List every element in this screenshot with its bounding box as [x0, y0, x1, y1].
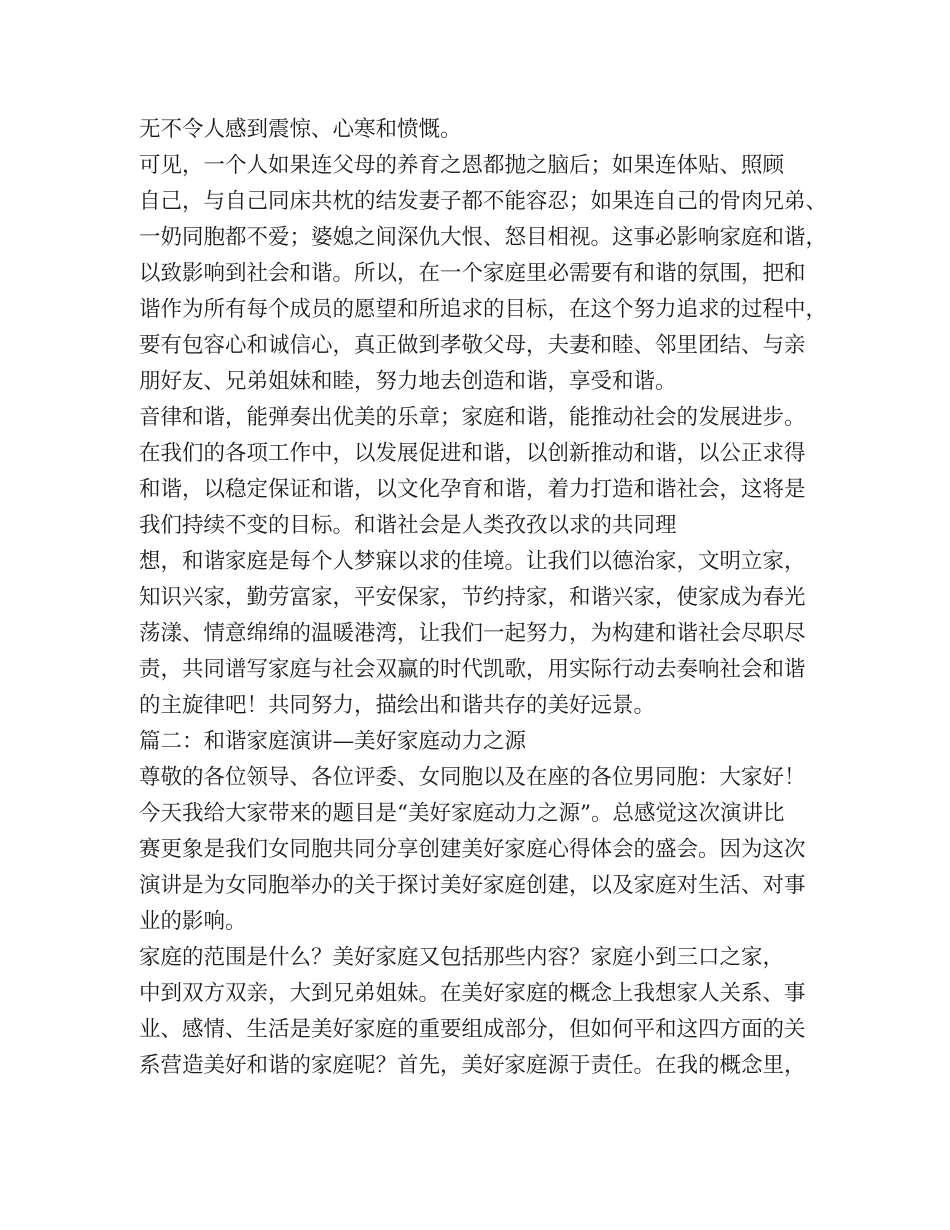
text-line: 家庭的范围是什么？美好家庭又包括那些内容？家庭小到三口之家，	[139, 945, 785, 970]
text-line: 我们持续不变的目标。和谐社会是人类孜孜以求的共同理	[139, 513, 677, 538]
text-line: 无不令人感到震惊、心寒和愤慨。	[139, 117, 462, 142]
text-line: 演讲是为女同胞举办的关于探讨美好家庭创建，以及家庭对生活、对事	[139, 873, 806, 898]
text-line: 业的影响。	[139, 909, 247, 934]
text-line: 和谐，以稳定保证和谐，以文化孕育和谐，着力打造和谐社会，这将是	[139, 477, 806, 502]
text-line: 朋好友、兄弟姐妹和睦，努力地去创造和谐，享受和谐。	[139, 369, 677, 394]
text-line: 一奶同胞都不爱；婆媳之间深仇大恨、怒目相视。这事必影响家庭和谐，	[139, 225, 828, 250]
text-line: 自己，与自己同床共枕的结发妻子都不能容忍；如果连自己的骨肉兄弟、	[139, 189, 828, 214]
text-line: 在我们的各项工作中，以发展促进和谐，以创新推动和谐，以公正求得	[139, 441, 806, 466]
text-line: 今天我给大家带来的题目是“美好家庭动力之源”。总感觉这次演讲比	[139, 801, 785, 826]
text-line: 可见，一个人如果连父母的养育之恩都抛之脑后；如果连体贴、照顾	[139, 153, 785, 178]
text-line: 谐作为所有每个成员的愿望和所追求的目标，在这个努力追求的过程中，	[139, 297, 828, 322]
text-line: 业、感情、生活是美好家庭的重要组成部分，但如何平和这四方面的关	[139, 1017, 806, 1042]
text-line: 中到双方双亲，大到兄弟姐妹。在美好家庭的概念上我想家人关系、事	[139, 981, 806, 1006]
text-line: 想，和谐家庭是每个人梦寐以求的佳境。让我们以德治家，文明立家，	[139, 549, 806, 574]
section-heading: 篇二：和谐家庭演讲—美好家庭动力之源	[139, 729, 527, 754]
text-line: 荡漾、情意绵绵的温暖港湾，让我们一起努力，为构建和谐社会尽职尽	[139, 621, 806, 646]
text-line: 尊敬的各位领导、各位评委、女同胞以及在座的各位男同胞：大家好！	[139, 765, 806, 790]
text-line: 音律和谐，能弹奏出优美的乐章；家庭和谐，能推动社会的发展进步。	[139, 405, 806, 430]
text-line: 赛更象是我们女同胞共同分享创建美好家庭心得体会的盛会。因为这次	[139, 837, 806, 862]
text-line: 责，共同谱写家庭与社会双赢的时代凯歌，用实际行动去奏响社会和谐	[139, 657, 806, 682]
text-line: 要有包容心和诚信心，真正做到孝敬父母，夫妻和睦、邻里团结、与亲	[139, 333, 806, 358]
text-line: 知识兴家，勤劳富家，平安保家，节约持家，和谐兴家，使家成为春光	[139, 585, 806, 610]
text-line: 以致影响到社会和谐。所以，在一个家庭里必需要有和谐的氛围，把和	[139, 261, 806, 286]
text-line: 系营造美好和谐的家庭呢？首先，美好家庭源于责任。在我的概念里，	[139, 1053, 806, 1078]
text-line: 的主旋律吧！共同努力，描绘出和谐共存的美好远景。	[139, 693, 656, 718]
